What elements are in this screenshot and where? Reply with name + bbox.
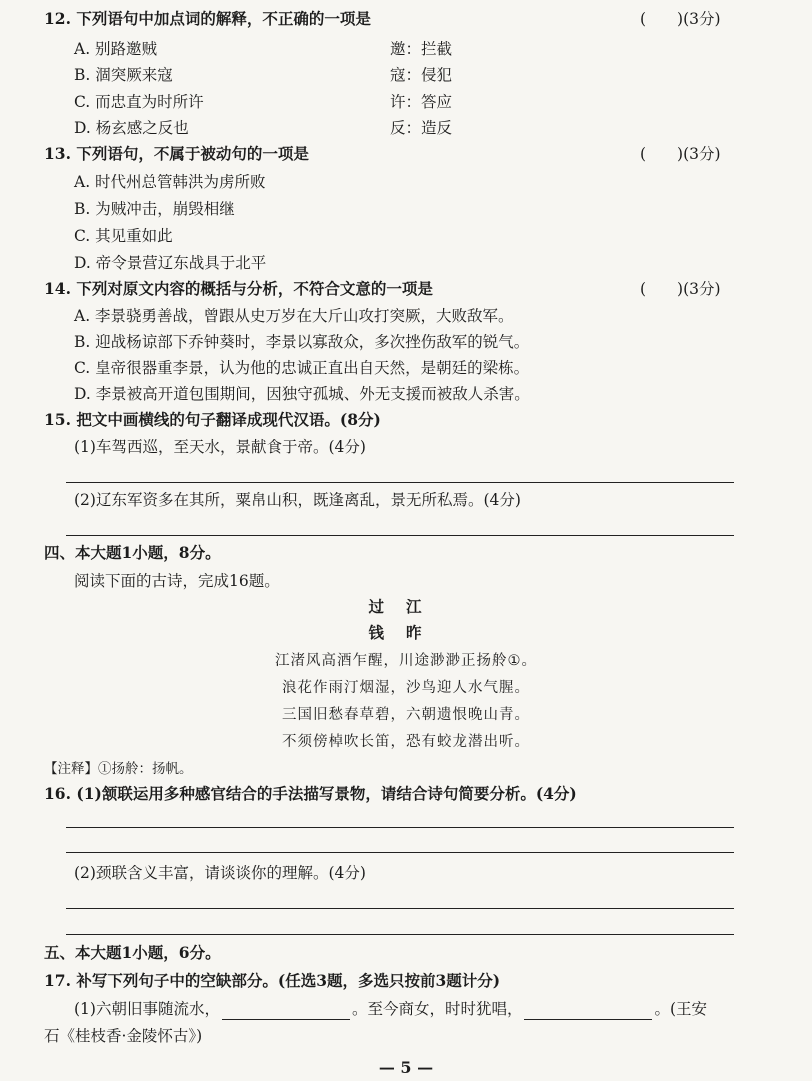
poem-author: 钱昨 [368,623,444,642]
poem-line-3: 三国旧愁春草碧，六朝遗恨晚山青。 [282,707,530,723]
q17-1-text-c: 。(王安 [654,1000,708,1018]
q15-part-2: (2)辽东军资多在其所，粟帛山积，既逢离乱，景无所私焉。(4分) [74,491,521,509]
q13-option-c: C. 其见重如此 [74,227,173,245]
poem-note: 【注释】①扬舲：扬帆。 [44,761,193,777]
poem-title: 过江 [368,597,444,616]
answer-line[interactable] [66,535,734,536]
page-number: — 5 — [378,1058,434,1077]
q17-1-text-b: 。至今商女，时时犹唱， [351,1000,523,1018]
poem-line-2: 浪花作雨汀烟湿，沙鸟迎人水气腥。 [282,680,530,696]
q12-option-a: A. 别路邀贼 [74,40,158,58]
q14-option-b: B. 迎战杨谅部下乔钟葵时，李景以寡敌众，多次挫伤敌军的锐气。 [74,333,530,351]
section4-intro: 阅读下面的古诗，完成16题。 [74,572,280,590]
q14-stem: 14. 下列对原文内容的概括与分析，不符合文意的一项是 [44,279,433,298]
answer-line[interactable] [66,934,734,935]
answer-line[interactable] [66,852,734,853]
q13-score: ( )(3分) [640,145,721,163]
q13-option-a: A. 时代州总管韩洪为虏所败 [74,173,266,191]
q16-part-1: 16. (1)颔联运用多种感官结合的手法描写景物，请结合诗句简要分析。(4分) [44,784,577,803]
section5-heading: 五、本大题1小题，6分。 [44,943,221,962]
fill-blank-2[interactable] [524,1003,652,1020]
poem-line-1: 江渚风高酒乍醒，川途渺渺正扬舲①。 [275,653,537,669]
q17-item-1 [74,998,707,1020]
q17-stem: 17. 补写下列句子中的空缺部分。(任选3题，多选只按前3题计分) [44,971,501,990]
q14-option-c: C. 皇帝很器重李景，认为他的忠诚正直出自天然，是朝廷的梁栋。 [74,359,530,377]
q13-option-d: D. 帝令景营辽东战具于北平 [74,254,267,272]
fill-blank-1[interactable] [222,1003,350,1020]
q14-score: ( )(3分) [640,280,721,298]
q12-score: ( )(3分) [640,10,721,28]
q14-option-a: A. 李景骁勇善战，曾跟从史万岁在大斤山攻打突厥，大败敌军。 [74,307,514,325]
q12-option-d: D. 杨玄感之反也 [74,119,189,137]
q12-option-c: C. 而忠直为时所许 [74,93,204,111]
q12-gloss-c: 许：答应 [390,93,453,111]
q14-option-d: D. 李景被高开道包围期间，因独守孤城、外无支援而被敌人杀害。 [74,385,530,403]
q12-stem: 12. 下列语句中加点词的解释，不正确的一项是 [44,9,371,28]
q12-gloss-b: 寇：侵犯 [390,66,453,84]
q12-gloss-a: 邀：拦截 [390,40,453,58]
section4-heading: 四、本大题1小题，8分。 [44,543,221,562]
q17-item-1-source: 石《桂枝香·金陵怀古》) [44,1027,203,1045]
q12-gloss-d: 反：造反 [390,119,453,137]
q13-option-b: B. 为贼冲击，崩毁相继 [74,200,235,218]
q15-stem: 15. 把文中画横线的句子翻译成现代汉语。(8分) [44,410,381,429]
q17-1-text-a: (1)六朝旧事随流水， [74,1000,220,1018]
answer-line[interactable] [66,908,734,909]
poem-line-4: 不须傍棹吹长笛，恐有蛟龙潜出听。 [282,734,530,750]
q13-stem: 13. 下列语句，不属于被动句的一项是 [44,144,309,163]
answer-line[interactable] [66,482,734,483]
q12-option-b: B. 涸突厥来寇 [74,66,173,84]
q16-part-2: (2)颈联含义丰富，请谈谈你的理解。(4分) [74,864,366,882]
answer-line[interactable] [66,827,734,828]
q15-part-1: (1)车驾西巡，至天水，景献食于帝。(4分) [74,438,366,456]
